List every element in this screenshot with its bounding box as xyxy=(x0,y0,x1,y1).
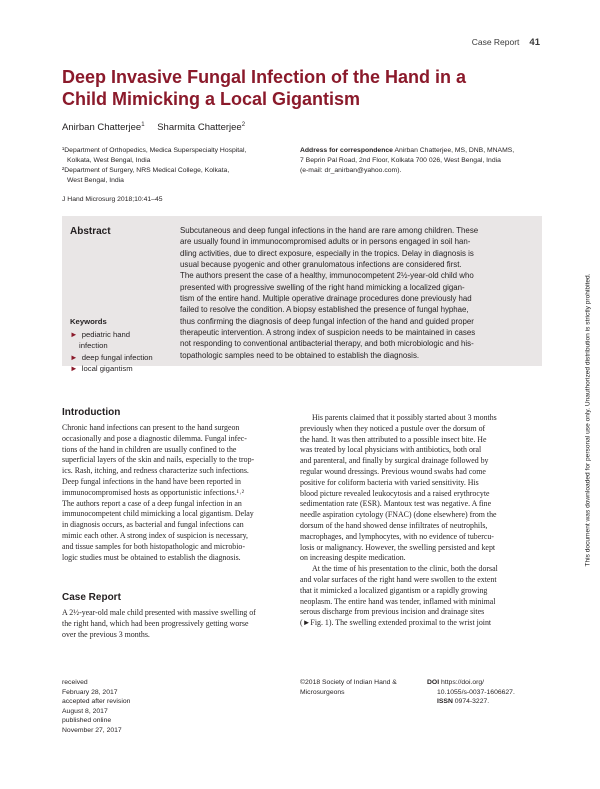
body-line: the right hand, which had been progressively getting worse xyxy=(62,618,249,628)
introduction-text xyxy=(62,423,290,563)
right-column-text xyxy=(300,413,534,629)
body-line: superficial layers of the skin and nails, especially to the trop- xyxy=(62,455,255,465)
affiliation-line: ¹Department of Orthopedics, Medica Superspecialty Hospital, xyxy=(62,147,247,154)
author-affiliation-mark: 2 xyxy=(241,122,246,128)
body-line: serous discharge from previous incision and drainage sites xyxy=(300,607,485,617)
received-label: received xyxy=(62,679,88,686)
body-line: over the previous 3 months. xyxy=(62,629,150,639)
body-line: regular wound dressings. Previous wound swabs had come xyxy=(300,466,486,476)
keyword-item: ► local gigantism xyxy=(70,363,133,373)
correspondence-line: Anirban Chatterjee, MS, DNB, MNAMS, xyxy=(394,147,515,154)
abstract-line: topathologic samples need to be obtained to establish the diagnosis. xyxy=(180,350,420,360)
issn-value: 0974-3227. xyxy=(454,698,490,706)
keyword-item: infection xyxy=(79,341,108,351)
abstract-line: dling activities, due to direct exposure, especially in the tropics. Delay in diagnosis is xyxy=(180,248,474,258)
accepted-label: accepted after revision xyxy=(62,698,131,706)
author-name: Anirban Chatterjee xyxy=(62,122,142,134)
body-line: and tissue samples for both histopathologic and microbio- xyxy=(62,541,245,551)
keywords-list xyxy=(70,329,175,374)
body-line: in diagnosis occurs, as bacterial and fungal infections can xyxy=(62,520,244,530)
title-line-1: Deep Invasive Fungal Infection of the Hand in a xyxy=(62,67,467,87)
body-line: sedimentation rate (ESR). Mantoux test was negative. A fine xyxy=(300,499,492,509)
body-line: and parenteral, and finally by surgical drainage followed by xyxy=(300,456,489,466)
body-line: on increasing despite medication. xyxy=(300,553,406,563)
case-report-heading: Case Report xyxy=(62,592,121,603)
copyright-line: ©2018 Society of Indian Hand & xyxy=(300,679,397,686)
accepted-date: August 8, 2017 xyxy=(62,707,108,715)
body-line: macrophages, and lymphocytes, with no evidence of tubercu- xyxy=(300,531,494,541)
abstract-line: Subcutaneous and deep fungal infections in the hand are rare among children. These xyxy=(180,226,479,235)
abstract-text xyxy=(180,225,536,361)
issn-label: ISSN xyxy=(437,698,453,706)
body-line: that it mimicked a localized gigantism or a rapidly growing xyxy=(300,585,488,595)
abstract-line: usual because pyogenic and other granulomatous infections are considered first. xyxy=(180,260,462,270)
body-line: dorsum of the hand showed dense infiltrates of neutrophils, xyxy=(300,520,488,530)
author-name: Sharmita Chatterjee xyxy=(157,122,242,134)
body-line: tions of the hand in children are usually confined to the xyxy=(62,444,237,454)
introduction-heading: Introduction xyxy=(62,407,121,418)
download-watermark: This document was downloaded for personal use only. Unauthorized distribution is strictly prohibited. xyxy=(584,273,592,567)
abstract-line: presented with progressive swelling of the right hand mimicking a localized gigan- xyxy=(180,282,465,292)
arrow-icon: ► xyxy=(70,363,78,373)
body-line: was treated by local physicians with antibiotics, both oral xyxy=(300,445,482,455)
body-line: positive for coliform bacteria with varied sensitivity. His xyxy=(300,477,479,487)
body-line: A 2½-year-old male child presented with massive swelling of xyxy=(62,608,256,617)
correspondence-email[interactable]: (e-mail: dr_anirban@yahoo.com). xyxy=(300,167,402,174)
abstract-line: thus confirming the diagnosis of deep fungal infection of the hand and guided proper xyxy=(180,316,474,326)
body-line: and volar surfaces of the right hand were swollen to the extent xyxy=(300,574,497,584)
affiliations xyxy=(62,146,292,186)
running-header xyxy=(472,37,540,48)
abstract-line: are usually found in immunocompromised adults or in persons engaged in soil han- xyxy=(180,237,471,247)
body-line: Chronic hand infections can present to the hand surgeon xyxy=(62,423,240,432)
abstract-line: The authors present the case of a healthy, immunocompetent 2½-year-old child who xyxy=(180,271,474,281)
copyright-line: Microsurgeons xyxy=(300,688,345,696)
published-date: November 27, 2017 xyxy=(62,726,122,734)
arrow-icon: ► xyxy=(70,330,78,339)
body-line: neoplasm. The entire hand was tender, inflamed with minimal xyxy=(300,596,496,606)
body-line: logic studies must be obtained to establish the diagnosis. xyxy=(62,552,241,562)
published-label: published online xyxy=(62,717,112,725)
affiliation-line: Kolkata, West Bengal, India xyxy=(67,157,151,164)
abstract-line: failed to resolve the condition. A biopsy established the presence of fungal hyphae, xyxy=(180,305,469,315)
body-line: the hand. It was then attributed to a possible insect bite. He xyxy=(300,434,487,444)
journal-citation: J Hand Microsurg 2018;10:41–45 xyxy=(62,196,163,203)
author-list xyxy=(62,122,245,133)
body-line: blood picture revealed leukocytosis and a raised erythrocyte xyxy=(300,488,490,498)
body-line: needle aspiration cytology (FNAC) (done elsewhere) from the xyxy=(300,510,497,520)
body-line: ics. Rash, itching, and redness characterize such infections. xyxy=(62,466,249,476)
doi-issn xyxy=(427,678,515,707)
body-line: immunocompetent child mimicking a local gigantism. Delay xyxy=(62,509,254,519)
correspondence-label: Address for correspondence xyxy=(300,147,393,154)
keyword-item: ► deep fungal infection xyxy=(70,352,153,362)
doi-label: DOI xyxy=(427,679,440,686)
abstract-line: not responding to conventional antibacterial therapy, and both microbiologic and his- xyxy=(180,339,474,349)
copyright xyxy=(300,678,397,697)
body-line: The authors report a case of a deep fungal infection in an xyxy=(62,498,242,508)
body-line: Deep fungal infections in the hand have been reported in xyxy=(62,476,242,486)
body-line: mimic each other. A strong index of suspicion is necessary, xyxy=(62,530,248,540)
article-dates xyxy=(62,678,130,736)
page-number: 41 xyxy=(529,37,540,48)
body-line: occasionally and pose a diagnostic dilemma. Fungal infec- xyxy=(62,433,247,443)
body-line: losis or malignancy. However, the swelling persisted and kept xyxy=(300,542,496,552)
arrow-icon: ► xyxy=(70,352,78,362)
body-line: (►Fig. 1). The swelling extended proximal to the wrist joint xyxy=(300,618,492,628)
author-affiliation-mark: 1 xyxy=(141,122,145,128)
abstract-heading: Abstract xyxy=(70,226,111,237)
body-line: previously when they noticed a pustule over the dorsum of xyxy=(300,423,486,433)
abstract-line: therapeutic intervention. A strong index of suspicion needs to be maintained in cases xyxy=(180,328,476,338)
abstract-line: tism of the entire hand. Multiple operative drainage procedures done previously had xyxy=(180,294,472,304)
case-report-text xyxy=(62,608,290,640)
received-date: February 28, 2017 xyxy=(62,688,118,696)
body-line: His parents claimed that it possibly started about 3 months xyxy=(312,413,497,422)
keyword-item: ► pediatric hand xyxy=(70,330,131,339)
correspondence-address xyxy=(300,146,560,176)
body-line: immunocompromised hosts as opportunistic infections.¹˒² xyxy=(62,487,245,497)
affiliation-line: West Bengal, India xyxy=(67,177,124,184)
article-title xyxy=(62,66,532,110)
affiliation-line: ²Department of Surgery, NRS Medical College, Kolkata, xyxy=(62,167,230,174)
section-label: Case Report xyxy=(471,37,520,47)
correspondence-line: 7 Beprin Pal Road, 2nd Floor, Kolkata 700 026, West Bengal, India xyxy=(300,157,501,164)
doi-link[interactable]: https://doi.org/ xyxy=(440,679,485,686)
doi-value[interactable]: 10.1055/s-0037-1606627. xyxy=(437,688,515,696)
title-line-2: Child Mimicking a Local Gigantism xyxy=(62,89,361,109)
body-line: At the time of his presentation to the clinic, both the dorsal xyxy=(312,564,498,574)
keywords-heading: Keywords xyxy=(70,317,107,326)
